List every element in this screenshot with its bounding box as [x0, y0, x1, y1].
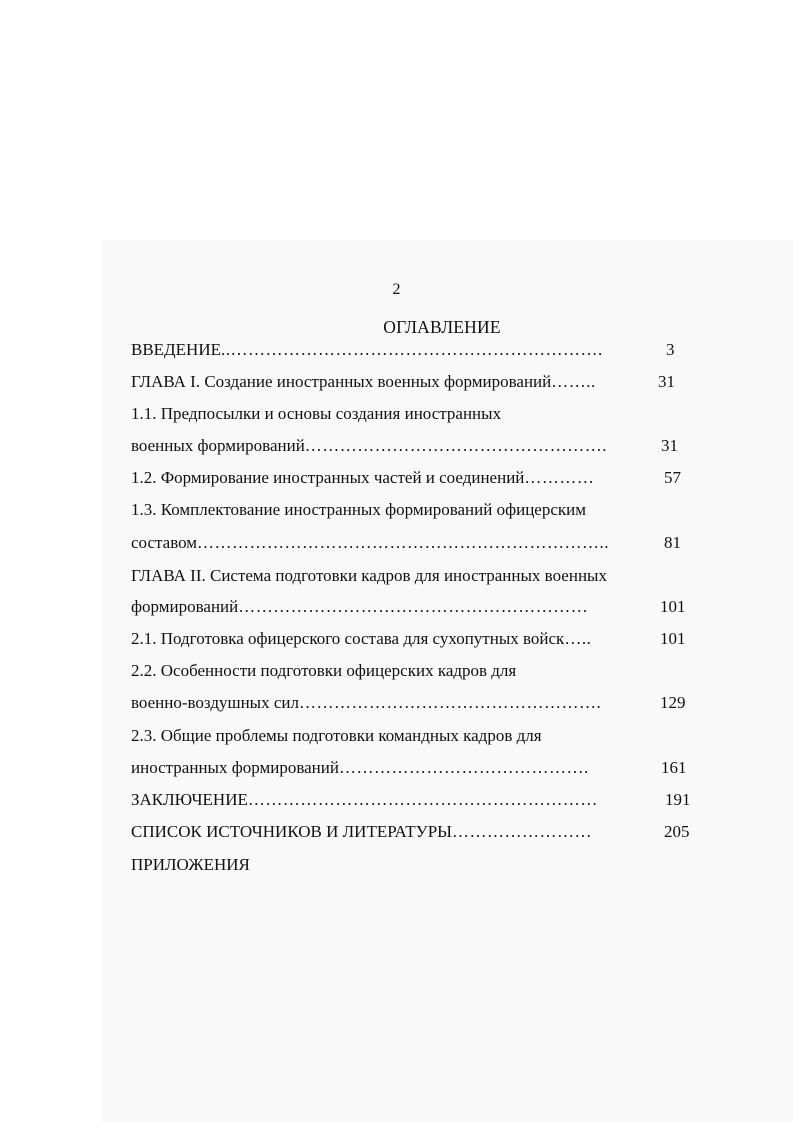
dot-leader: ..………………………………………………………. [220, 340, 603, 359]
toc-entry-section-1-3-line2 [131, 533, 631, 553]
toc-page-number: 31 [658, 372, 675, 391]
toc-page-number: 161 [661, 758, 687, 777]
toc-page-number: 3 [666, 340, 675, 359]
toc-entry-chapter-1 [131, 372, 597, 392]
toc-entry-chapter-2-line1: ГЛАВА II. Система подготовки кадров для иностранных военных [131, 566, 607, 585]
toc-entry-section-2-3-line2 [131, 758, 617, 778]
dot-leader: …………………………………………………… [247, 790, 598, 809]
toc-entry-conclusion [131, 790, 628, 810]
dot-leader: ……………………………………………. [298, 693, 602, 712]
toc-page-number: 31 [661, 436, 678, 455]
toc-page-number: 101 [660, 597, 686, 616]
toc-title: ОГЛАВЛЕНИЕ [383, 317, 501, 337]
toc-page-number: 205 [664, 822, 690, 841]
toc-entry-title: ГЛАВА I. Создание иностранных военных формирований [131, 372, 552, 391]
toc-entry-title: иностранных формирований [131, 758, 339, 777]
toc-entry-sources [131, 822, 602, 842]
toc-entry-title: военно-воздушных сил [131, 693, 299, 712]
toc-entry-section-1-1-line2 [131, 436, 617, 456]
toc-page-number: 101 [660, 629, 686, 648]
dot-leader: ….. [564, 629, 592, 648]
toc-entry-section-1-3-line1: 1.3. Комплектование иностранных формирований офицерским [131, 500, 587, 519]
dot-leader: ……………………………………. [338, 758, 589, 777]
toc-page-number: 129 [660, 693, 686, 712]
toc-entry-section-2-2-line2 [131, 693, 617, 713]
toc-entry-appendix: ПРИЛОЖЕНИЯ [131, 855, 250, 874]
toc-entry-section-2-1 [131, 629, 594, 649]
dot-leader: …….. [551, 372, 596, 391]
dot-leader: …………………………………………………… [238, 597, 589, 616]
dot-leader: …………………………………………………………….. [197, 533, 610, 552]
dot-leader: ………… [524, 468, 595, 487]
toc-entry-section-1-2 [131, 468, 596, 488]
toc-entry-title: составом [131, 533, 198, 552]
toc-entry-title: 1.2. Формирование иностранных частей и соединений [131, 468, 525, 487]
page-number: 2 [392, 281, 401, 298]
toc-entry-title: ВВЕДЕНИЕ [131, 340, 221, 359]
toc-entry-title: военных формирований [131, 436, 305, 455]
toc-entry-section-1-1-line1: 1.1. Предпосылки и основы создания иностранных [131, 404, 502, 423]
toc-entry-title: 2.1. Подготовка офицерского состава для сухопутных войск [131, 629, 565, 648]
toc-entry-intro [131, 340, 625, 360]
toc-entry-chapter-2-line2 [131, 597, 628, 617]
toc-page-number: 57 [664, 468, 681, 487]
dot-leader: …………………… [451, 822, 592, 841]
toc-entry-section-2-3-line1: 2.3. Общие проблемы подготовки командных кадров для [131, 726, 542, 745]
dot-leader: ……………………………………………. [304, 436, 608, 455]
toc-page-number: 81 [664, 533, 681, 552]
toc-entry-title: СПИСОК ИСТОЧНИКОВ И ЛИТЕРАТУРЫ [131, 822, 452, 841]
toc-entry-title: формирований [131, 597, 239, 616]
toc-entry-title: ЗАКЛЮЧЕНИЕ [131, 790, 248, 809]
toc-entry-section-2-2-line1: 2.2. Особенности подготовки офицерских кадров для [131, 661, 517, 680]
toc-page-number: 191 [665, 790, 691, 809]
